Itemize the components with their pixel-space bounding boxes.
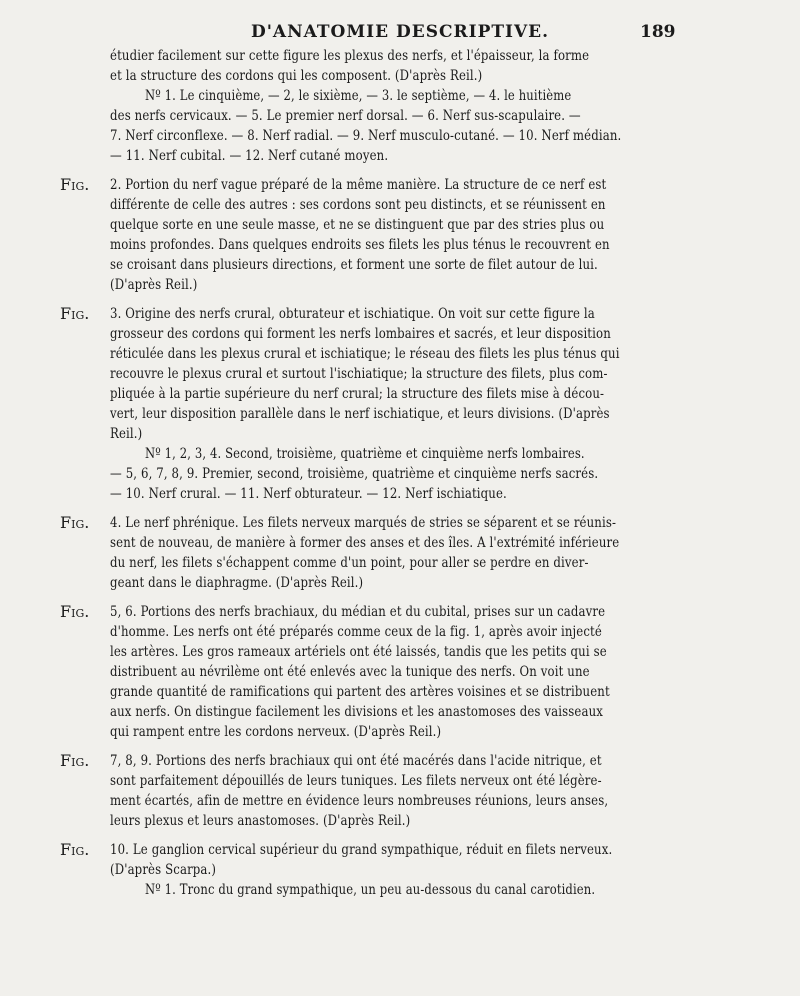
- running-header: [0, 22, 800, 46]
- caption-line: 4. Le nerf phrénique. Les filets nerveux marqués de stries se séparent et se réunis-: [110, 515, 617, 531]
- numbered-legend-line: — 10. Nerf crural. — 11. Nerf obturateur. — 12. Nerf ischiatique.: [110, 486, 507, 502]
- figure-caption-block: [0, 46, 800, 166]
- numbered-legend-line: Nº 1. Tronc du grand sympathique, un peu au-dessous du canal carotidien.: [145, 882, 596, 898]
- caption-line: (D'après Reil.): [110, 277, 198, 293]
- caption-line: les artères. Les gros rameaux artériels ont été laissés, tandis que les petits qui se: [110, 644, 607, 660]
- caption-line: quelque sorte en une seule masse, et ne se distinguent que par des stries plus ou: [110, 217, 605, 233]
- caption-line: distribuent au névrilème ont été enlevés avec la tunique des nerfs. On voit une: [110, 664, 590, 680]
- caption-line: différente de celle des autres : ses cordons sont peu distincts, et se réunissent en: [110, 197, 606, 213]
- caption-line: 10. Le ganglion cervical supérieur du grand sympathique, réduit en filets nerveux.: [110, 842, 613, 858]
- numbered-legend-line: Nº 1, 2, 3, 4. Second, troisième, quatrième et cinquième nerfs lombaires.: [145, 446, 585, 462]
- caption-line: grosseur des cordons qui forment les nerfs lombaires et sacrés, et leur disposition: [110, 326, 611, 342]
- caption-line: étudier facilement sur cette figure les plexus des nerfs, et l'épaisseur, la forme: [110, 48, 590, 64]
- caption-line: leurs plexus et leurs anastomoses. (D'après Reil.): [110, 813, 411, 829]
- page-number: 189: [640, 22, 676, 42]
- numbered-legend-line: des nerfs cervicaux. — 5. Le premier nerf dorsal. — 6. Nerf sus-scapulaire. —: [110, 108, 581, 124]
- figure-caption-block: [0, 602, 800, 742]
- caption-line: ment écartés, afin de mettre en évidence leurs nombreuses réunions, leurs anses,: [110, 793, 609, 809]
- figure-label: Fig.: [60, 175, 90, 194]
- numbered-legend-line: 7. Nerf circonflexe. — 8. Nerf radial. — 9. Nerf musculo-cutané. — 10. Nerf médian.: [110, 128, 622, 144]
- figure-caption-block: [0, 751, 800, 831]
- figure-label: Fig.: [60, 602, 90, 621]
- figure-label: Fig.: [60, 840, 90, 859]
- numbered-legend-line: — 11. Nerf cubital. — 12. Nerf cutané moyen.: [110, 148, 389, 164]
- caption-line: pliquée à la partie supérieure du nerf crural; la structure des filets mise à décou-: [110, 386, 605, 402]
- figure-caption-block: [0, 175, 800, 295]
- numbered-legend-line: Nº 1. Le cinquième, — 2, le sixième, — 3. le septième, — 4. le huitième: [145, 88, 572, 104]
- caption-line: d'homme. Les nerfs ont été préparés comme ceux de la fig. 1, après avoir injecté: [110, 624, 602, 640]
- caption-line: Reil.): [110, 426, 143, 442]
- caption-line: sont parfaitement dépouillés de leurs tuniques. Les filets nerveux ont été légère-: [110, 773, 602, 789]
- caption-line: 2. Portion du nerf vague préparé de la même manière. La structure de ce nerf est: [110, 177, 607, 193]
- numbered-legend-line: — 5, 6, 7, 8, 9. Premier, second, troisième, quatrième et cinquième nerfs sacrés.: [110, 466, 599, 482]
- caption-line: (D'après Scarpa.): [110, 862, 217, 878]
- caption-line: 3. Origine des nerfs crural, obturateur et ischiatique. On voit sur cette figure la: [110, 306, 595, 322]
- figure-caption-block: [0, 304, 800, 504]
- caption-line: qui rampent entre les cordons nerveux. (D'après Reil.): [110, 724, 442, 740]
- figure-label: Fig.: [60, 513, 90, 532]
- caption-line: vert, leur disposition parallèle dans le nerf ischiatique, et leurs divisions. (D'après: [110, 406, 610, 422]
- figure-label: Fig.: [60, 304, 90, 323]
- caption-line: moins profondes. Dans quelques endroits ses filets les plus ténus le recouvrent en: [110, 237, 610, 253]
- caption-line: et la structure des cordons qui les composent. (D'après Reil.): [110, 68, 483, 84]
- caption-line: 5, 6. Portions des nerfs brachiaux, du médian et du cubital, prises sur un cadavre: [110, 604, 606, 620]
- caption-line: se croisant dans plusieurs directions, et forment une sorte de filet autour de lui.: [110, 257, 598, 273]
- caption-line: grande quantité de ramifications qui partent des artères voisines et se distribuent: [110, 684, 610, 700]
- running-title: D'ANATOMIE DESCRIPTIVE.: [250, 22, 550, 42]
- figure-caption-block: [0, 840, 800, 900]
- caption-line: geant dans le diaphragme. (D'après Reil.): [110, 575, 364, 591]
- caption-line: du nerf, les filets s'échappent comme d'un point, pour aller se perdre en diver-: [110, 555, 589, 571]
- caption-line: aux nerfs. On distingue facilement les divisions et les anastomoses des vaisseaux: [110, 704, 604, 720]
- page-body: [0, 46, 800, 909]
- caption-line: sent de nouveau, de manière à former des anses et des îles. A l'extrémité inférieure: [110, 535, 620, 551]
- figure-caption-block: [0, 513, 800, 593]
- figure-label: Fig.: [60, 751, 90, 770]
- caption-line: 7, 8, 9. Portions des nerfs brachiaux qui ont été macérés dans l'acide nitrique, et: [110, 753, 602, 769]
- caption-line: réticulée dans les plexus crural et ischiatique; le réseau des filets les plus ténus qui: [110, 346, 620, 362]
- caption-line: recouvre le plexus crural et surtout l'ischiatique; la structure des filets, plus com-: [110, 366, 608, 382]
